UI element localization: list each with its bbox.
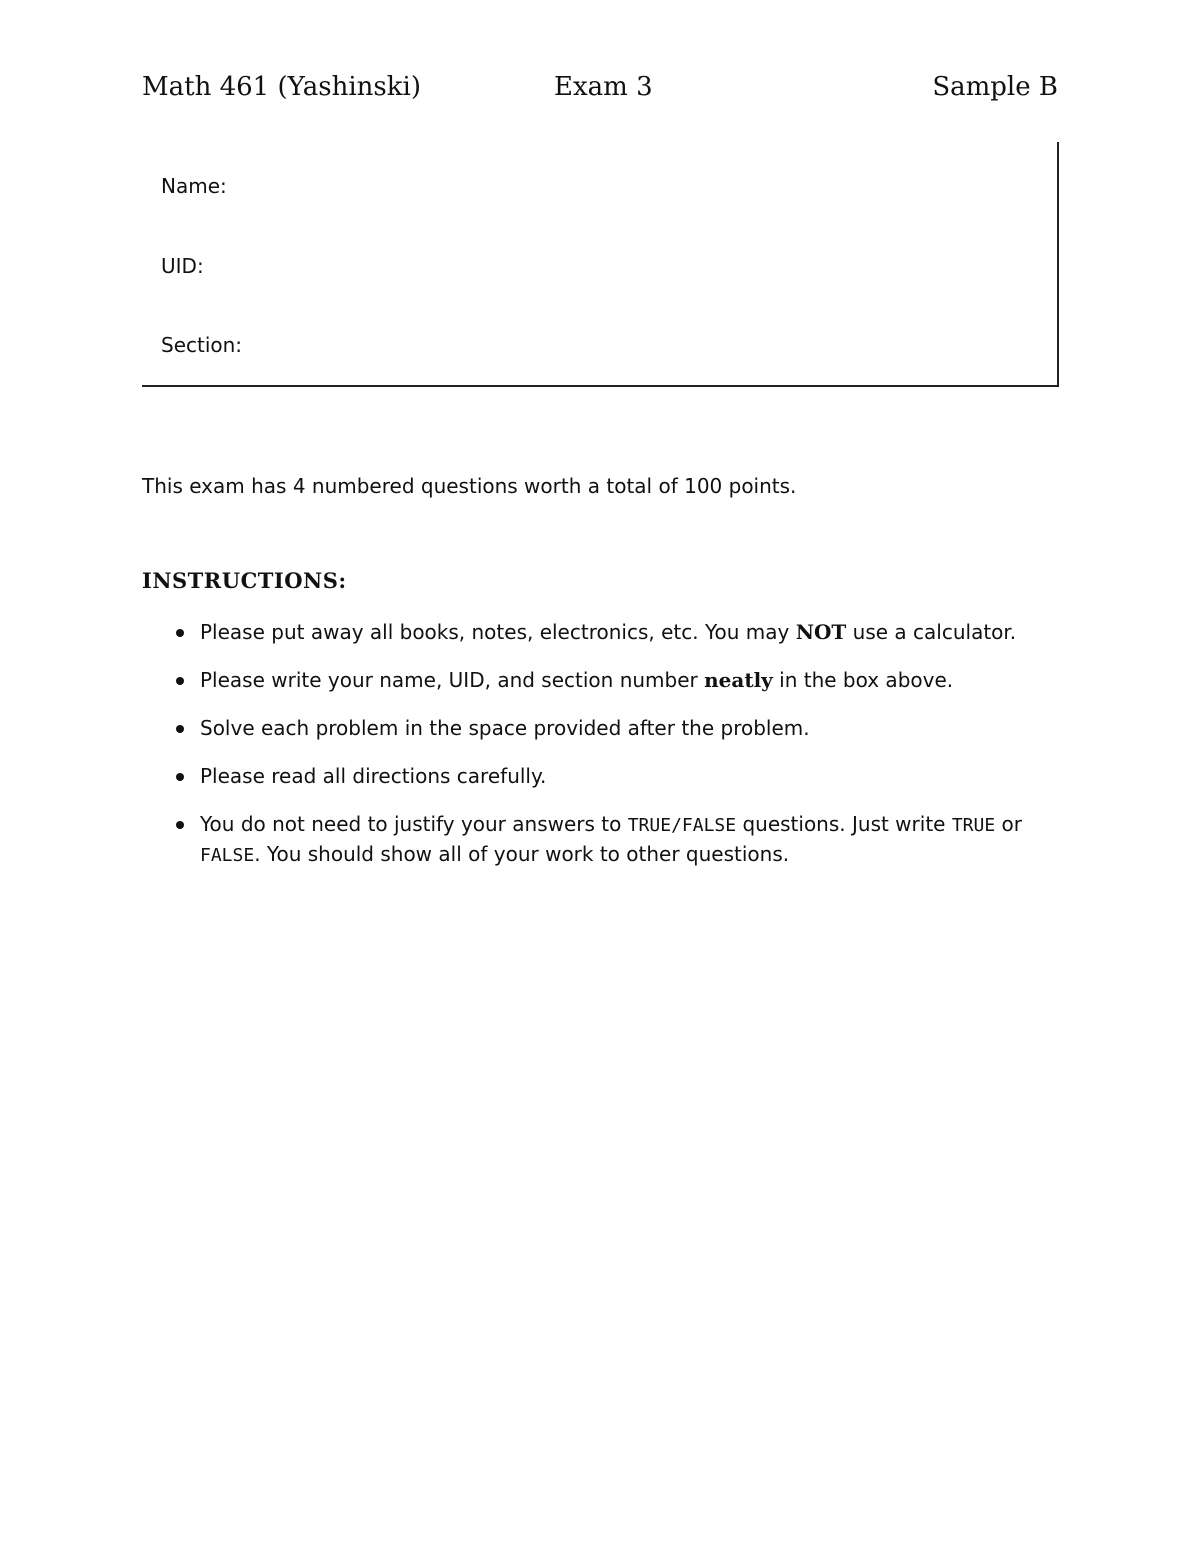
instruction-emphasis: neatly	[704, 668, 773, 692]
instruction-text: . You should show all of your work to other questions.	[254, 842, 790, 866]
instruction-item	[142, 762, 1062, 791]
instructions-list	[142, 618, 1062, 889]
bullet-icon	[176, 773, 184, 781]
instruction-item	[142, 666, 1062, 695]
instruction-text: Solve each problem in the space provided after the problem.	[200, 716, 810, 740]
instruction-text: Please put away all books, notes, electronics, etc. You may	[200, 620, 796, 644]
bullet-icon	[176, 629, 184, 637]
name-label: Name:	[161, 174, 227, 198]
section-label: Section:	[161, 333, 243, 357]
instruction-text: You do not need to justify your answers to	[200, 812, 628, 836]
bullet-icon	[176, 677, 184, 685]
student-info-box	[142, 142, 1059, 387]
instruction-item	[142, 714, 1062, 743]
false-code: FALSE	[200, 845, 255, 866]
true-false-code: TRUE/FALSE	[627, 815, 737, 836]
instruction-text: Please write your name, UID, and section number	[200, 668, 705, 692]
uid-label: UID:	[161, 254, 204, 278]
instruction-text: or	[995, 812, 1023, 836]
instruction-emphasis: NOT	[795, 620, 847, 644]
exam-title: Exam 3	[554, 72, 653, 102]
course-title: Math 461 (Yashinski)	[142, 72, 421, 102]
instruction-text: use a calculator.	[846, 620, 1017, 644]
sample-label: Sample B	[932, 72, 1058, 102]
page-header	[142, 72, 1058, 112]
instruction-text: questions. Just write	[736, 812, 952, 836]
instruction-text: in the box above.	[772, 668, 954, 692]
instruction-item	[142, 618, 1062, 647]
bullet-icon	[176, 821, 184, 829]
instruction-text: Please read all directions carefully.	[200, 764, 547, 788]
instruction-item	[142, 810, 1062, 870]
exam-summary: This exam has 4 numbered questions worth a total of 100 points.	[142, 474, 797, 498]
true-code: TRUE	[951, 815, 996, 836]
bullet-icon	[176, 725, 184, 733]
instructions-heading: INSTRUCTIONS:	[142, 568, 347, 593]
